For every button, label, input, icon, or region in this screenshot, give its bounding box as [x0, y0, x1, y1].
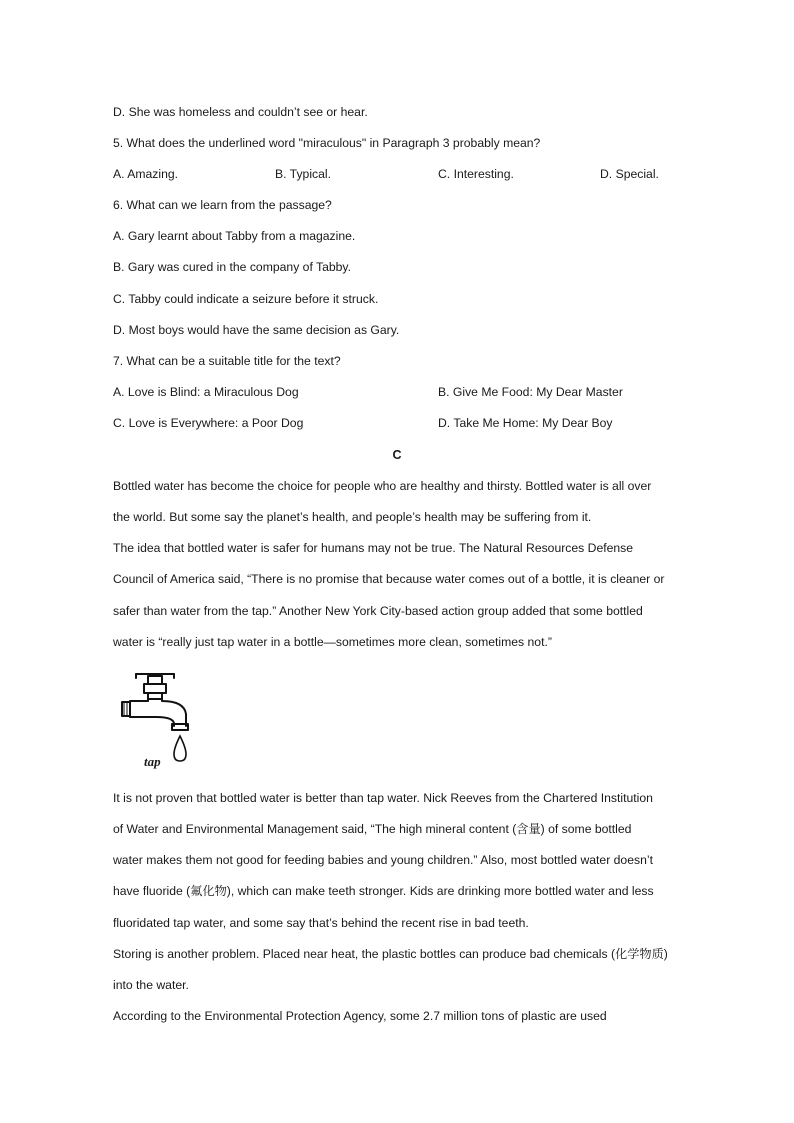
- q7-option-b: B. Give Me Food: My Dear Master: [438, 385, 623, 399]
- q5-option-a: A. Amazing.: [113, 167, 179, 181]
- q6-option-a: A. Gary learnt about Tabby from a magazine.: [113, 229, 356, 243]
- q4-option-d: D. She was homeless and couldn’t see or hear.: [113, 105, 368, 119]
- passage-c-p5-line1: According to the Environmental Protection Agency, some 2.7 million tons of plastic are used: [113, 1009, 607, 1023]
- passage-c-p3-line5: fluoridated tap water, and some say that’s behind the recent rise in bad teeth.: [113, 916, 529, 930]
- passage-c-p2-line1: The idea that bottled water is safer for humans may not be true. The Natural Resources Defense: [113, 541, 634, 555]
- q7-option-a: A. Love is Blind: a Miraculous Dog: [113, 385, 299, 399]
- q7-stem: 7. What can be a suitable title for the text?: [113, 354, 341, 368]
- q6-option-d: D. Most boys would have the same decision as Gary.: [113, 323, 400, 337]
- passage-c-p3-line4: have fluoride (氟化物), which can make teeth stronger. Kids are drinking more bottled water and less: [113, 884, 654, 898]
- tap-caption: tap: [144, 754, 161, 769]
- passage-c-p2-line3: safer than water from the tap.” Another New York City-based action group added that some bottled: [113, 604, 643, 618]
- section-c-heading: C: [392, 448, 402, 462]
- passage-c-p3-line3: water makes them not good for feeding babies and young children.” Also, most bottled water doesn’t: [113, 853, 653, 867]
- q5-option-d: D. Special.: [600, 167, 659, 181]
- water-drop-icon: [174, 736, 186, 761]
- passage-c-p4-line1: Storing is another problem. Placed near heat, the plastic bottles can produce bad chemicals (化学物质): [113, 947, 668, 961]
- passage-c-p3-line2: of Water and Environmental Management said, “The high mineral content (含量) of some bottled: [113, 822, 632, 836]
- passage-c-p3-line1: It is not proven that bottled water is better than tap water. Nick Reeves from the Chartered Institution: [113, 791, 653, 805]
- q5-stem: 5. What does the underlined word "miraculous" in Paragraph 3 probably mean?: [113, 136, 541, 150]
- q6-stem: 6. What can we learn from the passage?: [113, 198, 332, 212]
- passage-c-p1-line1: Bottled water has become the choice for people who are healthy and thirsty. Bottled water is all over: [113, 479, 652, 493]
- q5-option-c: C. Interesting.: [438, 167, 514, 181]
- passage-c-p4-line2: into the water.: [113, 978, 189, 992]
- q6-option-b: B. Gary was cured in the company of Tabby.: [113, 260, 351, 274]
- q6-option-c: C. Tabby could indicate a seizure before it struck.: [113, 292, 379, 306]
- q7-option-c: C. Love is Everywhere: a Poor Dog: [113, 416, 304, 430]
- passage-c-p2-line2: Council of America said, “There is no promise that because water comes out of a bottle, it is cleaner or: [113, 572, 665, 586]
- passage-c-p2-line4: water is “really just tap water in a bottle—sometimes more clean, sometimes not.”: [113, 635, 552, 649]
- q7-option-d: D. Take Me Home: My Dear Boy: [438, 416, 613, 430]
- passage-c-p1-line2: the world. But some say the planet’s health, and people’s health may be suffering from it.: [113, 510, 592, 524]
- q5-option-b: B. Typical.: [275, 167, 331, 181]
